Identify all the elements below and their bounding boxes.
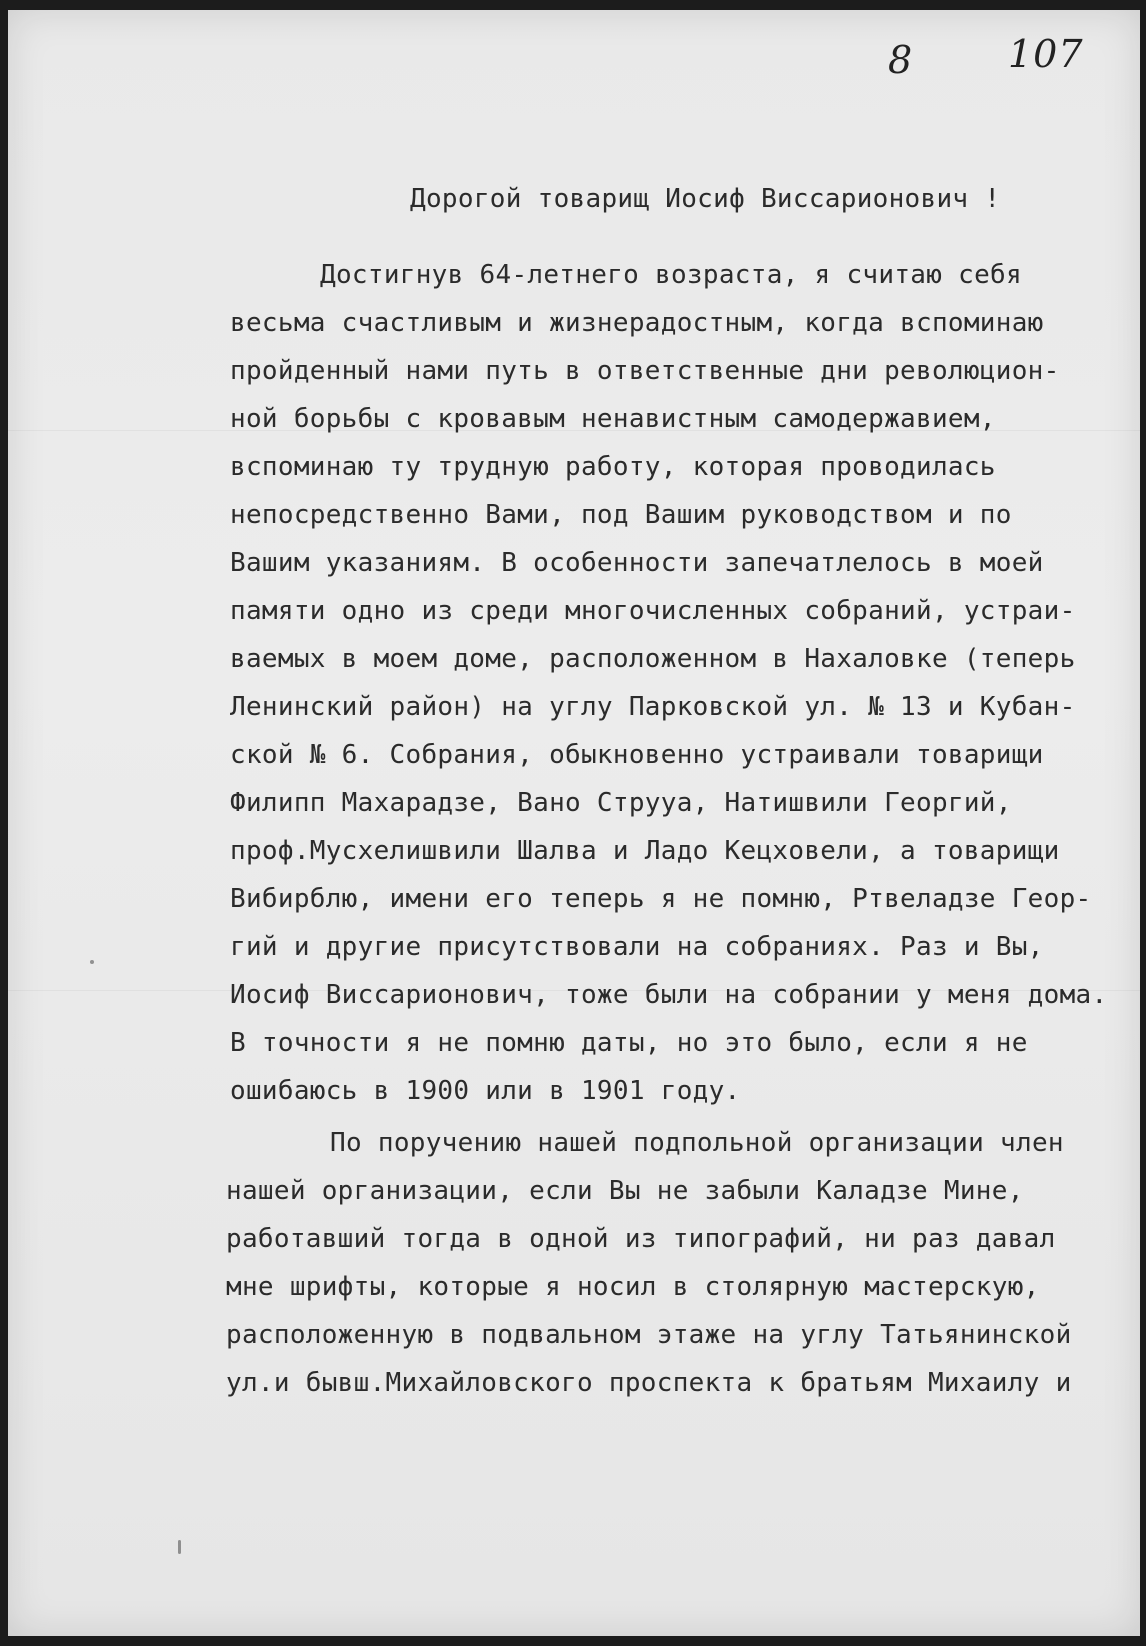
- letter-line: Ленинский район) на углу Парковской ул. № 13 и Кубан-: [230, 692, 1076, 722]
- letter-line: Вибирблю, имени его теперь я не помню, Ртвеладзе Геор-: [230, 884, 1092, 914]
- letter-line: В точности я не помню даты, но это было, если я не: [230, 1028, 1028, 1058]
- letter-line: расположенную в подвальном этаже на углу Татьянинской: [226, 1320, 1072, 1350]
- handwritten-archive-number: 107: [1008, 32, 1084, 76]
- letter-line: вспоминаю ту трудную работу, которая проводилась: [230, 452, 996, 482]
- letter-line: пройденный нами путь в ответственные дни революцион-: [230, 356, 1060, 386]
- letter-line: Достигнув 64-летнего возраста, я считаю себя: [320, 260, 1022, 290]
- letter-line: Вашим указаниям. В особенности запечатлелось в моей: [230, 548, 1044, 578]
- letter-line: непосредственно Вами, под Вашим руководством и по: [230, 500, 1012, 530]
- letter-line: мне шрифты, которые я носил в столярную мастерскую,: [226, 1272, 1040, 1302]
- letter-line: Иосиф Виссарионович, тоже были на собрании у меня дома.: [230, 980, 1108, 1010]
- letter-line: Филипп Махарадзе, Вано Струуа, Натишвили Георгий,: [230, 788, 1012, 818]
- paper-sheet: [8, 10, 1140, 1636]
- letter-line: памяти одно из среди многочисленных собраний, устраи-: [230, 596, 1076, 626]
- letter-line: ной борьбы с кровавым ненавистным самодержавием,: [230, 404, 996, 434]
- letter-line: ошибаюсь в 1900 или в 1901 году.: [230, 1076, 741, 1106]
- letter-line: гий и другие присутствовали на собраниях. Раз и Вы,: [230, 932, 1044, 962]
- letter-line: ской № 6. Собрания, обыкновенно устраивали товарищи: [230, 740, 1044, 770]
- letter-line: По поручению нашей подпольной организации член: [330, 1128, 1064, 1158]
- letter-line: ваемых в моем доме, расположенном в Нахаловке (теперь: [230, 644, 1076, 674]
- letter-line: проф.Мусхелишвили Шалва и Ладо Кецховели, а товарищи: [230, 836, 1060, 866]
- handwritten-page-number: 8: [888, 38, 914, 82]
- typewritten-letter: [8, 10, 1140, 1636]
- letter-line: весьма счастливым и жизнерадостным, когда вспоминаю: [230, 308, 1044, 338]
- letter-line: работавший тогда в одной из типографий, ни раз давал: [226, 1224, 1056, 1254]
- letter-greeting: Дорогой товарищ Иосиф Виссарионович !: [410, 184, 1001, 214]
- letter-line: ул.и бывш.Михайловского проспекта к братьям Михаилу и: [226, 1368, 1072, 1398]
- letter-line: нашей организации, если Вы не забыли Каладзе Мине,: [226, 1176, 1024, 1206]
